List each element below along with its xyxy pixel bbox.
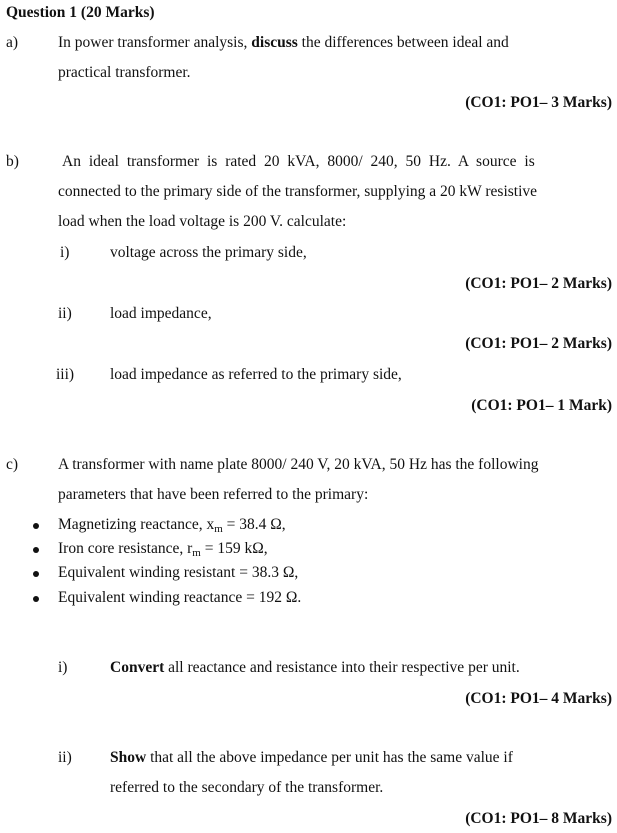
parameter-text: Iron core resistance, r [58, 540, 193, 557]
part-a-line-2: practical transformer. [58, 64, 191, 81]
part-b-item-3-num: iii) [56, 366, 75, 383]
parameter-winding-reactance: Equivalent winding reactance = 192 Ω. [58, 589, 302, 606]
part-c-item-1-text [110, 659, 520, 677]
part-a-keyword: discuss [251, 34, 298, 51]
part-b-line-2: connected to the primary side of the transformer, supplying a 20 kW resistive [58, 183, 538, 200]
part-c-item-2-text [110, 749, 513, 767]
parameter-magnetizing-reactance [58, 516, 286, 534]
parameter-winding-resistance: Equivalent winding resistant = 38.3 Ω, [58, 564, 299, 581]
parameter-value: = 159 kΩ, [200, 540, 268, 557]
part-b-item-2-marks: (CO1: PO1– 2 Marks) [465, 335, 612, 352]
bullet-dot [33, 571, 39, 577]
part-a-line-1-post: the differences between ideal and [297, 34, 509, 51]
parameter-text: Magnetizing reactance, x [58, 516, 215, 533]
part-c-item-2-line-2: referred to the secondary of the transformer. [110, 779, 384, 796]
part-c-item-2-num: ii) [58, 749, 72, 766]
part-b-label: b) [6, 153, 19, 170]
part-c-line-1: A transformer with name plate 8000/ 240 V, 20 kVA, 50 Hz has the following [58, 456, 539, 473]
part-a-marks: (CO1: PO1– 3 Marks) [465, 94, 612, 111]
parameter-iron-core-resistance [58, 540, 268, 558]
bullet-dot [33, 547, 39, 553]
question-title: Question 1 (20 Marks) [6, 4, 155, 21]
part-c-item-2-keyword: Show [110, 749, 147, 766]
part-a-label: a) [6, 34, 19, 51]
bullet-dot [33, 523, 39, 529]
part-b-line-1: An ideal transformer is rated 20 kVA, 8000/ 240, 50 Hz. A source is [62, 153, 535, 170]
part-b-item-3-marks: (CO1: PO1– 1 Mark) [471, 397, 612, 414]
part-a-line-1 [58, 34, 509, 52]
part-c-line-2: parameters that have been referred to the primary: [58, 486, 369, 503]
part-b-item-2-text: load impedance, [110, 305, 212, 322]
part-b-item-1-text: voltage across the primary side, [110, 244, 307, 261]
part-a-line-1-pre: In power transformer analysis, [58, 34, 252, 51]
part-c-item-1-num: i) [58, 659, 68, 676]
part-c-item-1-keyword: Convert [110, 659, 165, 676]
parameter-value: = 38.4 Ω, [222, 516, 286, 533]
part-b-line-3: load when the load voltage is 200 V. calculate: [58, 213, 347, 230]
part-b-item-1-marks: (CO1: PO1– 2 Marks) [465, 275, 612, 292]
part-c-item-1-marks: (CO1: PO1– 4 Marks) [465, 690, 612, 707]
part-c-item-2-rest: that all the above impedance per unit has the same value if [146, 749, 513, 766]
part-c-item-2-marks: (CO1: PO1– 8 Marks) [465, 810, 612, 827]
part-c-item-1-rest: all reactance and resistance into their respective per unit. [164, 659, 520, 676]
parameter-subscript: m [214, 523, 223, 535]
part-b-item-3-text: load impedance as referred to the primary side, [110, 366, 402, 383]
part-c-label: c) [6, 456, 19, 473]
parameter-subscript: m [192, 547, 201, 559]
part-b-item-2-num: ii) [58, 305, 72, 322]
bullet-dot [33, 596, 39, 602]
part-b-item-1-num: i) [60, 244, 70, 261]
